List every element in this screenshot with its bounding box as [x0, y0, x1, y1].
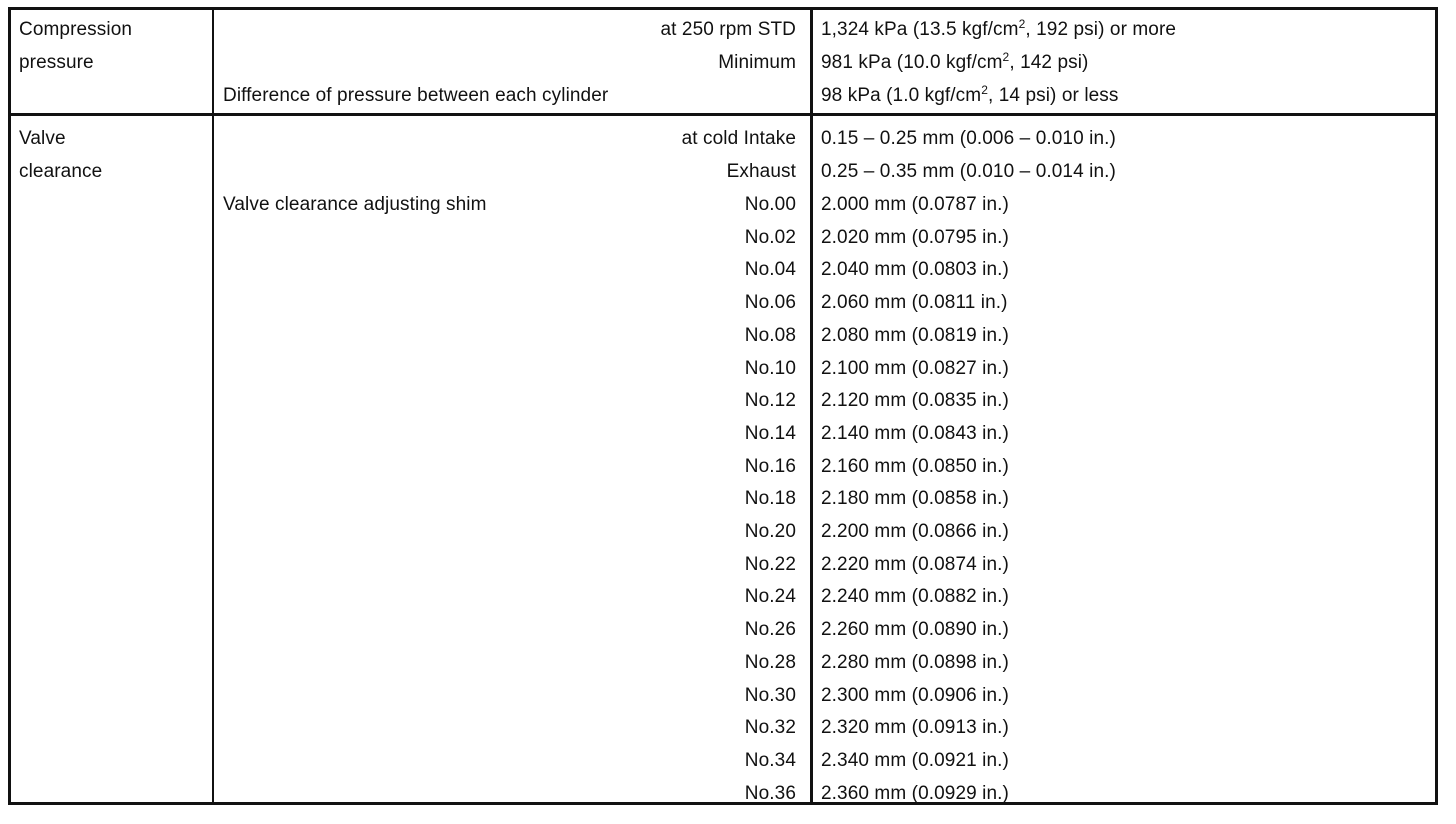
valve-label-line2: clearance — [19, 161, 103, 182]
shim-number: No.02 — [744, 227, 796, 248]
shim-number: No.20 — [744, 521, 796, 542]
compression-minimum-value: 981 kPa (10.0 kgf/$cm^2$, 142 psi) — [821, 50, 1089, 73]
shim-thickness: 2.060 mm (0.0811 in.) — [821, 292, 1008, 313]
compression-std-condition: at 250 rpm STD — [660, 19, 796, 40]
shim-thickness: 2.240 mm (0.0882 in.) — [821, 586, 1009, 607]
shim-thickness: 2.080 mm (0.0819 in.) — [821, 325, 1009, 346]
compression-label-line2: pressure — [19, 52, 94, 73]
valve-intake-value: 0.15 – 0.25 mm (0.006 – 0.010 in.) — [821, 128, 1116, 149]
shim-number: No.14 — [744, 423, 796, 444]
shim-thickness: 2.220 mm (0.0874 in.) — [821, 554, 1009, 575]
compression-minimum-condition: Minimum — [718, 52, 796, 73]
shim-thickness: 2.120 mm (0.0835 in.) — [821, 390, 1009, 411]
shim-thickness: 2.280 mm (0.0898 in.) — [821, 652, 1009, 673]
shim-thickness: 2.320 mm (0.0913 in.) — [821, 717, 1009, 738]
shim-number: No.00 — [744, 194, 796, 215]
shim-thickness: 2.260 mm (0.0890 in.) — [821, 619, 1009, 640]
shim-number: No.24 — [744, 586, 796, 607]
shim-number: No.12 — [744, 390, 796, 411]
shim-thickness: 2.160 mm (0.0850 in.) — [821, 456, 1009, 477]
shim-thickness: 2.140 mm (0.0843 in.) — [821, 423, 1009, 444]
spec-table — [8, 7, 1438, 805]
shim-number: No.10 — [744, 358, 796, 379]
shim-number: No.06 — [744, 292, 796, 313]
shim-label: Valve clearance adjusting shim — [223, 194, 487, 215]
compression-label-line1: Compression — [19, 19, 133, 40]
compression-difference-label: Difference of pressure between each cylinder — [223, 85, 609, 106]
shim-number: No.32 — [744, 717, 796, 738]
shim-thickness: 2.340 mm (0.0921 in.) — [821, 750, 1009, 771]
valve-exhaust-value: 0.25 – 0.35 mm (0.010 – 0.014 in.) — [821, 161, 1116, 182]
shim-number: No.08 — [744, 325, 796, 346]
shim-number: No.16 — [744, 456, 796, 477]
shim-number: No.30 — [744, 685, 796, 706]
shim-thickness: 2.360 mm (0.0929 in.) — [821, 783, 1009, 804]
shim-thickness: 2.100 mm (0.0827 in.) — [821, 358, 1009, 379]
shim-number: No.18 — [744, 488, 796, 509]
valve-label-line1: Valve — [19, 128, 66, 149]
compression-difference-value: 98 kPa (1.0 kgf/$cm^2$, 14 psi) or less — [821, 83, 1119, 106]
column-divider-1 — [212, 10, 214, 802]
compression-std-value: 1,324 kPa (13.5 kgf/$cm^2$, 192 psi) or more — [821, 17, 1177, 40]
shim-number: No.36 — [744, 783, 796, 804]
shim-thickness: 2.000 mm (0.0787 in.) — [821, 194, 1009, 215]
shim-number: No.28 — [744, 652, 796, 673]
shim-number: No.34 — [744, 750, 796, 771]
valve-exhaust-condition: Exhaust — [726, 161, 796, 182]
shim-number: No.04 — [744, 259, 796, 280]
shim-number: No.26 — [744, 619, 796, 640]
shim-thickness: 2.200 mm (0.0866 in.) — [821, 521, 1009, 542]
column-divider-2 — [810, 10, 813, 802]
shim-thickness: 2.300 mm (0.0906 in.) — [821, 685, 1009, 706]
shim-thickness: 2.020 mm (0.0795 in.) — [821, 227, 1009, 248]
valve-intake-condition: at cold Intake — [681, 128, 796, 149]
shim-number: No.22 — [744, 554, 796, 575]
shim-thickness: 2.180 mm (0.0858 in.) — [821, 488, 1009, 509]
shim-thickness: 2.040 mm (0.0803 in.) — [821, 259, 1009, 280]
section-divider — [11, 113, 1435, 116]
